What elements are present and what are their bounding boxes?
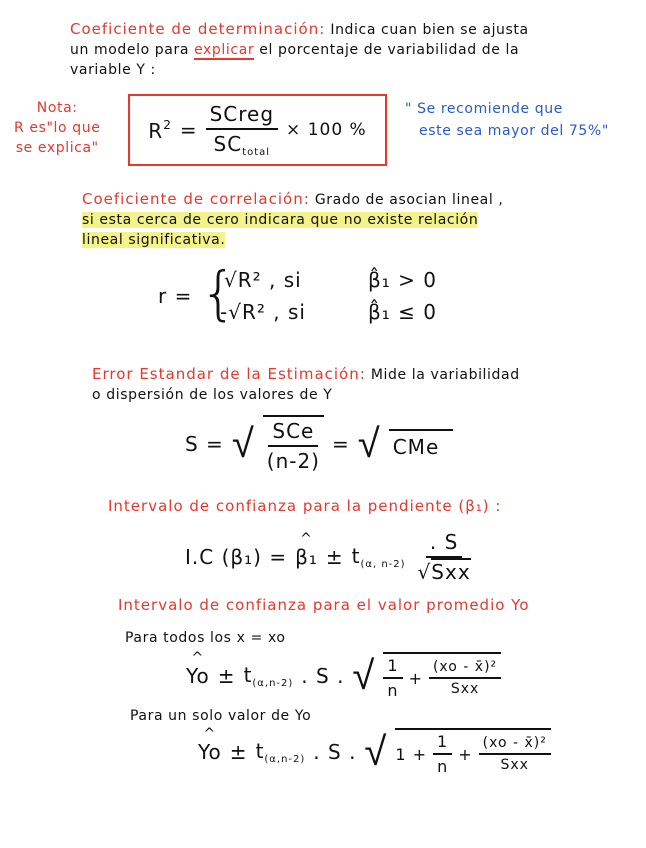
one-over-n: $\frac{1}{n}$ <box>383 656 402 700</box>
section-1-line-3: variable Y : <box>70 62 156 78</box>
ic-lhs: I.C (β₁) = <box>185 545 288 569</box>
plus-minus: ± <box>217 664 236 688</box>
radical-symbol: √ <box>364 729 388 775</box>
case-2-expression: -√R² , si <box>220 300 306 324</box>
plus-minus: ± <box>229 740 248 764</box>
radicand <box>383 652 501 700</box>
line2-post: el porcentaje de variabilidad de la <box>259 42 520 58</box>
determination-formula-box <box>128 94 387 166</box>
plus-sign: + <box>408 668 423 688</box>
case-2-condition: β̂₁ ≤ 0 <box>368 300 437 324</box>
determination-fraction <box>206 102 278 158</box>
s-lhs: S = <box>185 432 224 456</box>
radical-symbol: √ <box>231 421 255 467</box>
section-2-line-1 <box>82 190 503 208</box>
error-fraction <box>263 415 324 473</box>
mean-interval-formula <box>186 652 501 700</box>
section-1-line-1 <box>70 20 529 38</box>
slope-interval-formula <box>185 530 475 584</box>
recommend-line-1: " Se recomiende que <box>405 101 563 117</box>
single-value-interval-formula <box>198 728 551 776</box>
side-note <box>14 98 100 158</box>
section-3-line-1 <box>92 365 520 383</box>
section-2-line-3 <box>82 232 225 248</box>
underlined-word: explicar <box>194 42 255 58</box>
slope-fraction <box>414 530 475 584</box>
t-value: $t_{(\alpha,n-2)}$ <box>243 663 294 689</box>
section-3-text: Mide la variabilidad <box>370 367 520 383</box>
line2-pre: un modelo para <box>70 42 190 58</box>
radical-symbol-2: √ <box>357 421 381 467</box>
one-plus: 1 + <box>395 744 428 764</box>
t-value: $t_{(\alpha,n-2)}$ <box>255 739 306 765</box>
section-3-line-2: o dispersión de los valores de Y <box>92 387 333 403</box>
case-1-condition: β̂₁ > 0 <box>368 268 437 292</box>
note-line-3: se explica" <box>15 140 99 156</box>
x-deviation-fraction: $\frac{\text{(xo - x̄)²}}{\text{Sxx}}$ <box>429 659 501 697</box>
sub-heading-1: Para todos los x = xo <box>125 630 286 646</box>
fraction-denominator: $SC_{total}$ <box>213 132 271 158</box>
section-2-line-2 <box>82 212 478 228</box>
section-1-text: Indica cuan bien se ajusta <box>330 22 529 38</box>
fraction-numerator: . S <box>426 530 462 558</box>
beta-hat: ^ β₁ <box>295 545 318 569</box>
section-1-title: Coeficiente de determinación: <box>70 20 326 38</box>
section-3-title: Error Estandar de la Estimación: <box>92 365 366 383</box>
plus-minus: ± <box>325 545 344 569</box>
note-line-2: R es"lo que <box>14 120 101 136</box>
sub-heading-2: Para un solo valor de Yo <box>130 708 312 724</box>
equals-sign: = <box>332 432 350 456</box>
plus-sign: + <box>458 744 473 764</box>
section-1-line-2 <box>70 42 519 58</box>
brace-symbol: { <box>200 259 238 327</box>
radical-symbol: √ <box>352 653 376 699</box>
case-1-expression: √R² , si <box>224 268 302 292</box>
y-hat: ^ Yo <box>198 740 222 764</box>
s-factor: . S . <box>313 740 357 764</box>
s-factor: . S . <box>301 664 345 688</box>
recommendation-note <box>405 98 609 142</box>
standard-error-formula <box>185 415 453 473</box>
fraction-numerator: SCe <box>268 419 318 447</box>
note-line-1: Nota: <box>36 100 78 116</box>
y-hat: ^ Yo <box>186 664 210 688</box>
radicand <box>395 728 550 776</box>
recommend-line-2: este sea mayor del 75%" <box>419 123 609 139</box>
section-5-title: Intervalo de confianza para el valor promedio Yo <box>118 596 530 614</box>
correlation-formula <box>158 259 458 332</box>
cme-term: CMe <box>389 429 454 459</box>
r-lhs: r = <box>158 284 193 308</box>
section-2-title: Coeficiente de correlación: <box>82 190 310 208</box>
t-value: $t_{(\alpha, n-2)}$ <box>351 544 406 570</box>
percent-factor: × 100 % <box>286 120 367 140</box>
fraction-denominator: (n-2) <box>266 449 320 473</box>
fraction-denominator: √Sxx <box>417 560 471 584</box>
section-2-text: Grado de asocian lineal , <box>314 192 504 208</box>
one-over-n: $\frac{1}{n}$ <box>433 732 452 776</box>
r-symbol: $R^2$ <box>148 117 172 143</box>
highlighted-text-2: lineal significativa. <box>82 232 226 248</box>
section-4-title: Intervalo de confianza para la pendiente (β₁) : <box>108 497 502 515</box>
fraction-numerator: SCreg <box>206 102 278 130</box>
highlighted-text: si esta cerca de cero indicara que no existe relación <box>82 212 479 228</box>
x-deviation-fraction: $\frac{\text{(xo - x̄)²}}{\text{Sxx}}$ <box>479 735 551 773</box>
equals-sign: = <box>179 118 198 142</box>
